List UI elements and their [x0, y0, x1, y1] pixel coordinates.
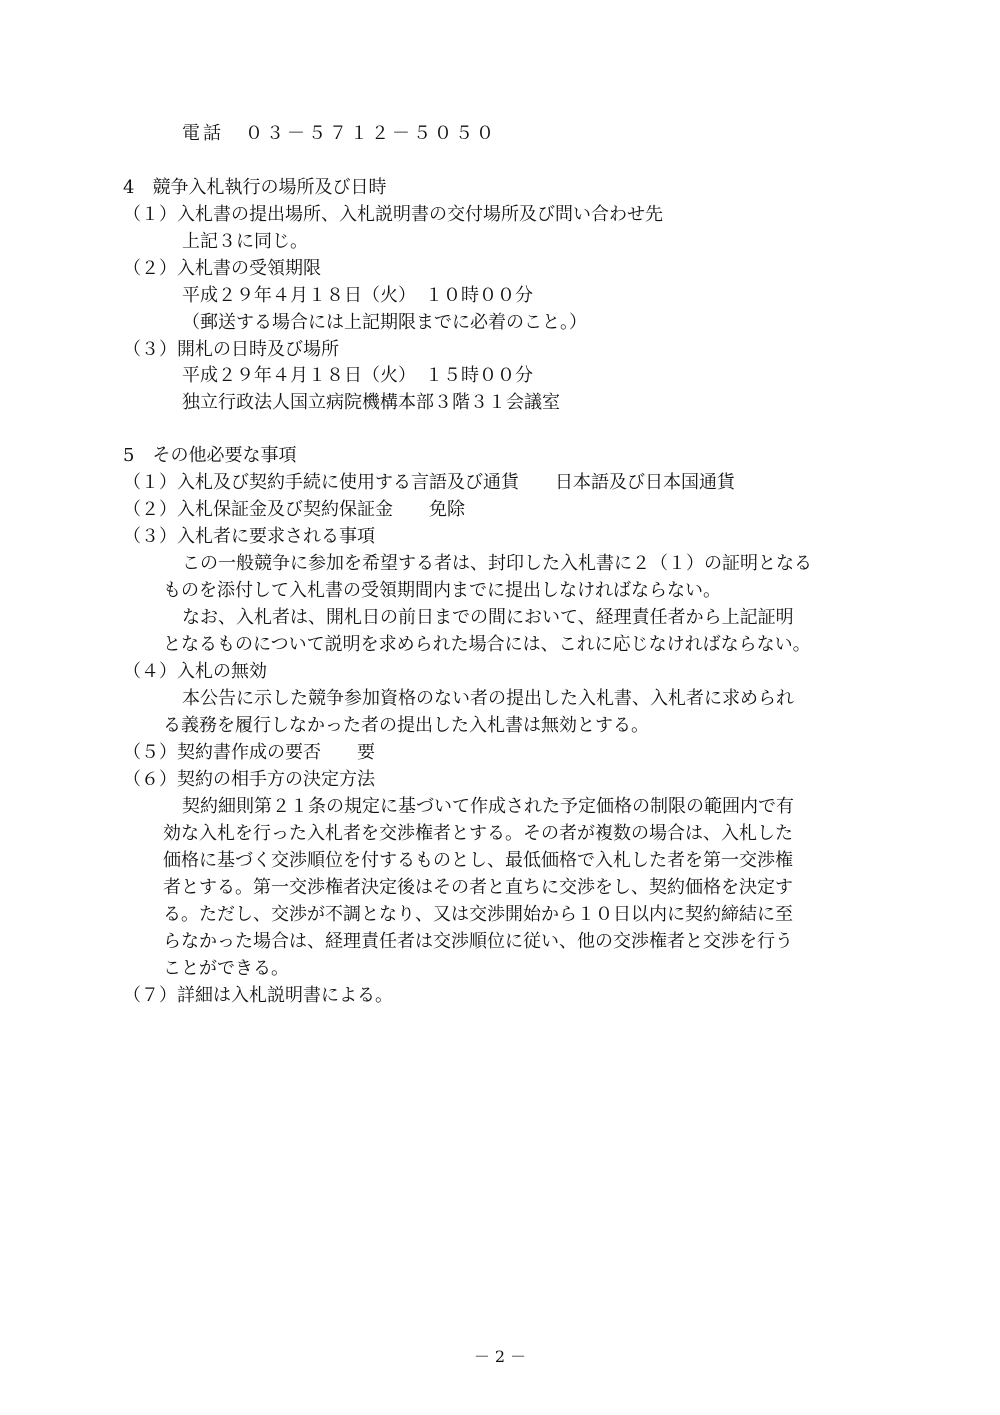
section-4-item-1-label: （１）入札書の提出場所、入札説明書の交付場所及び問い合わせ先 [123, 204, 663, 225]
section-5-item-6-line: らなかった場合は、経理責任者は交渉順位に従い、他の交渉権者と交渉を行う [163, 931, 793, 952]
section-5-item-6-line: 者とする。第一交渉権者決定後はその者と直ちに交渉をし、契約価格を決定す [163, 877, 793, 898]
section-5-item-4-line: 本公告に示した競争参加資格のない者の提出した入札書、入札者に求められ [182, 688, 794, 709]
section-4-item-2-note: （郵送する場合には上記期限までに必着のこと。） [182, 312, 587, 333]
section-5-heading: 5 その他必要な事項 [123, 445, 297, 466]
section-5-item-6-line: 効な入札を行った入札者を交渉権者とする。その者が複数の場合は、入札した [163, 823, 793, 844]
section-5-item-5: （５）契約書作成の要否 要 [123, 742, 375, 763]
section-4-item-2-datetime: 平成２９年４月１８日（火） １０時００分 [182, 285, 533, 306]
section-5-item-6-line: 価格に基づく交渉順位を付するものとし、最低価格で入札した者を第一交渉権 [163, 850, 793, 871]
section-4-item-3-place: 独立行政法人国立病院機構本部３階３１会議室 [182, 392, 560, 413]
section-5-item-1: （１）入札及び契約手続に使用する言語及び通貨 日本語及び日本国通貨 [123, 472, 735, 493]
section-4-item-3-label: （３）開札の日時及び場所 [123, 339, 339, 360]
section-5-item-6-line: 契約細則第２１条の規定に基づいて作成された予定価格の制限の範囲内で有 [182, 796, 794, 817]
section-5-item-6-line: る。ただし、交渉が不調となり、又は交渉開始から１０日以内に契約締結に至 [163, 904, 793, 925]
section-5-item-6-line: ことができる。 [163, 958, 289, 979]
section-5-item-7: （７）詳細は入札説明書による。 [123, 985, 393, 1006]
contact-phone: 電話 ０３－５７１２－５０５０ [182, 123, 497, 144]
section-5-item-4-line: る義務を履行しなかった者の提出した入札書は無効とする。 [163, 715, 649, 736]
page-number: － 2 － [473, 1347, 527, 1366]
section-5-item-4-label: （４）入札の無効 [123, 661, 267, 682]
section-4-heading: 4 競争入札執行の場所及び日時 [123, 177, 387, 198]
section-5-item-6-label: （６）契約の相手方の決定方法 [123, 769, 375, 790]
section-4-item-1-text: 上記３に同じ。 [182, 231, 308, 252]
section-5-item-3-line: となるものについて説明を求められた場合には、これに応じなければならない。 [163, 634, 811, 655]
section-5-item-3-line: ものを添付して入札書の受領期間内までに提出しなければならない。 [163, 580, 721, 601]
section-5-item-3-line: この一般競争に参加を希望する者は、封印した入札書に２（１）の証明となる [182, 553, 812, 574]
section-5-item-3-line: なお、入札者は、開札日の前日までの間において、経理責任者から上記証明 [182, 607, 794, 628]
section-4-item-2-label: （２）入札書の受領期限 [123, 258, 321, 279]
section-5-item-3-label: （３）入札者に要求される事項 [123, 526, 375, 547]
section-5-item-2: （２）入札保証金及び契約保証金 免除 [123, 499, 465, 520]
section-4-item-3-datetime: 平成２９年４月１８日（火） １５時００分 [182, 365, 533, 386]
